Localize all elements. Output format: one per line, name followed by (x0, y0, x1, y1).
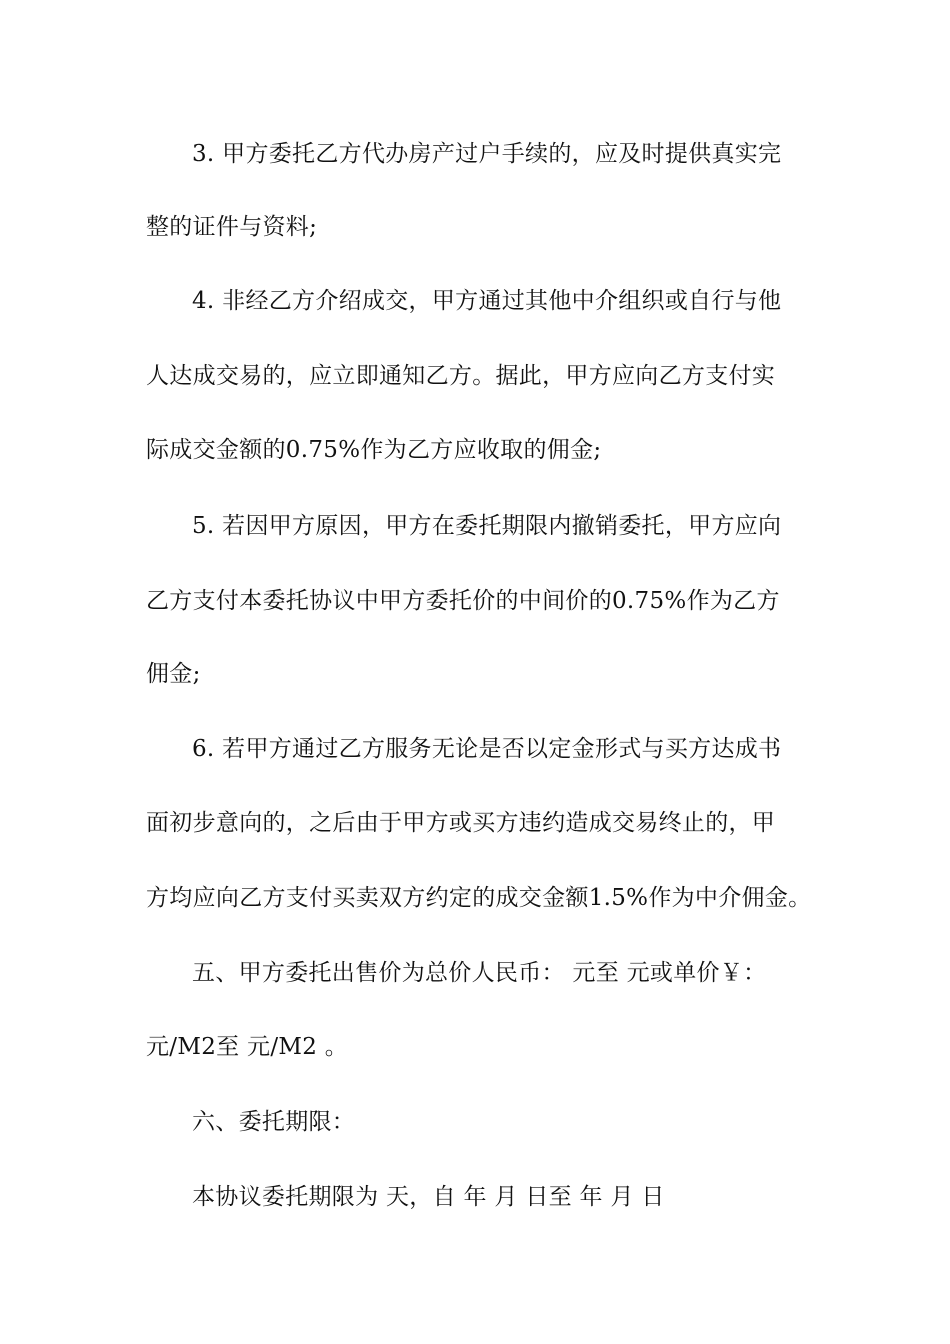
clause-6-line-3: 方均应向乙方支付买卖双方约定的成交金额1.5%作为中介佣金。 (146, 885, 812, 911)
clause-5-line-2: 乙方支付本委托协议中甲方委托价的中间价的0.75%作为乙方 (146, 588, 780, 614)
clause-4-line-1: 4. 非经乙方介绍成交，甲方通过其他中介组织或自行与他 (192, 288, 782, 314)
clause-6-line-2: 面初步意向的，之后由于甲方或买方违约造成交易终止的，甲 (146, 810, 776, 836)
section-5-price-line-2: 元/M2至 元/M2 。 (146, 1034, 349, 1060)
clause-6-line-1: 6. 若甲方通过乙方服务无论是否以定金形式与买方达成书 (192, 736, 782, 762)
section-5-price-line-1: 五、甲方委托出售价为总价人民币： 元至 元或单价￥： (192, 960, 767, 986)
clause-5-line-1: 5. 若因甲方原因，甲方在委托期限内撤销委托，甲方应向 (192, 513, 782, 539)
clause-4-line-3: 际成交金额的0.75%作为乙方应收取的佣金; (146, 437, 602, 463)
clause-3-line-2: 整的证件与资料; (146, 214, 318, 240)
clause-5-line-3: 佣金; (146, 661, 201, 687)
clause-4-line-2: 人达成交易的，应立即通知乙方。据此，甲方应向乙方支付实 (146, 363, 776, 389)
section-6-heading: 六、委托期限： (192, 1109, 356, 1135)
term-line: 本协议委托期限为 天，自 年 月 日至 年 月 日 (192, 1184, 665, 1210)
clause-3-line-1: 3. 甲方委托乙方代办房产过户手续的，应及时提供真实完 (192, 141, 782, 167)
